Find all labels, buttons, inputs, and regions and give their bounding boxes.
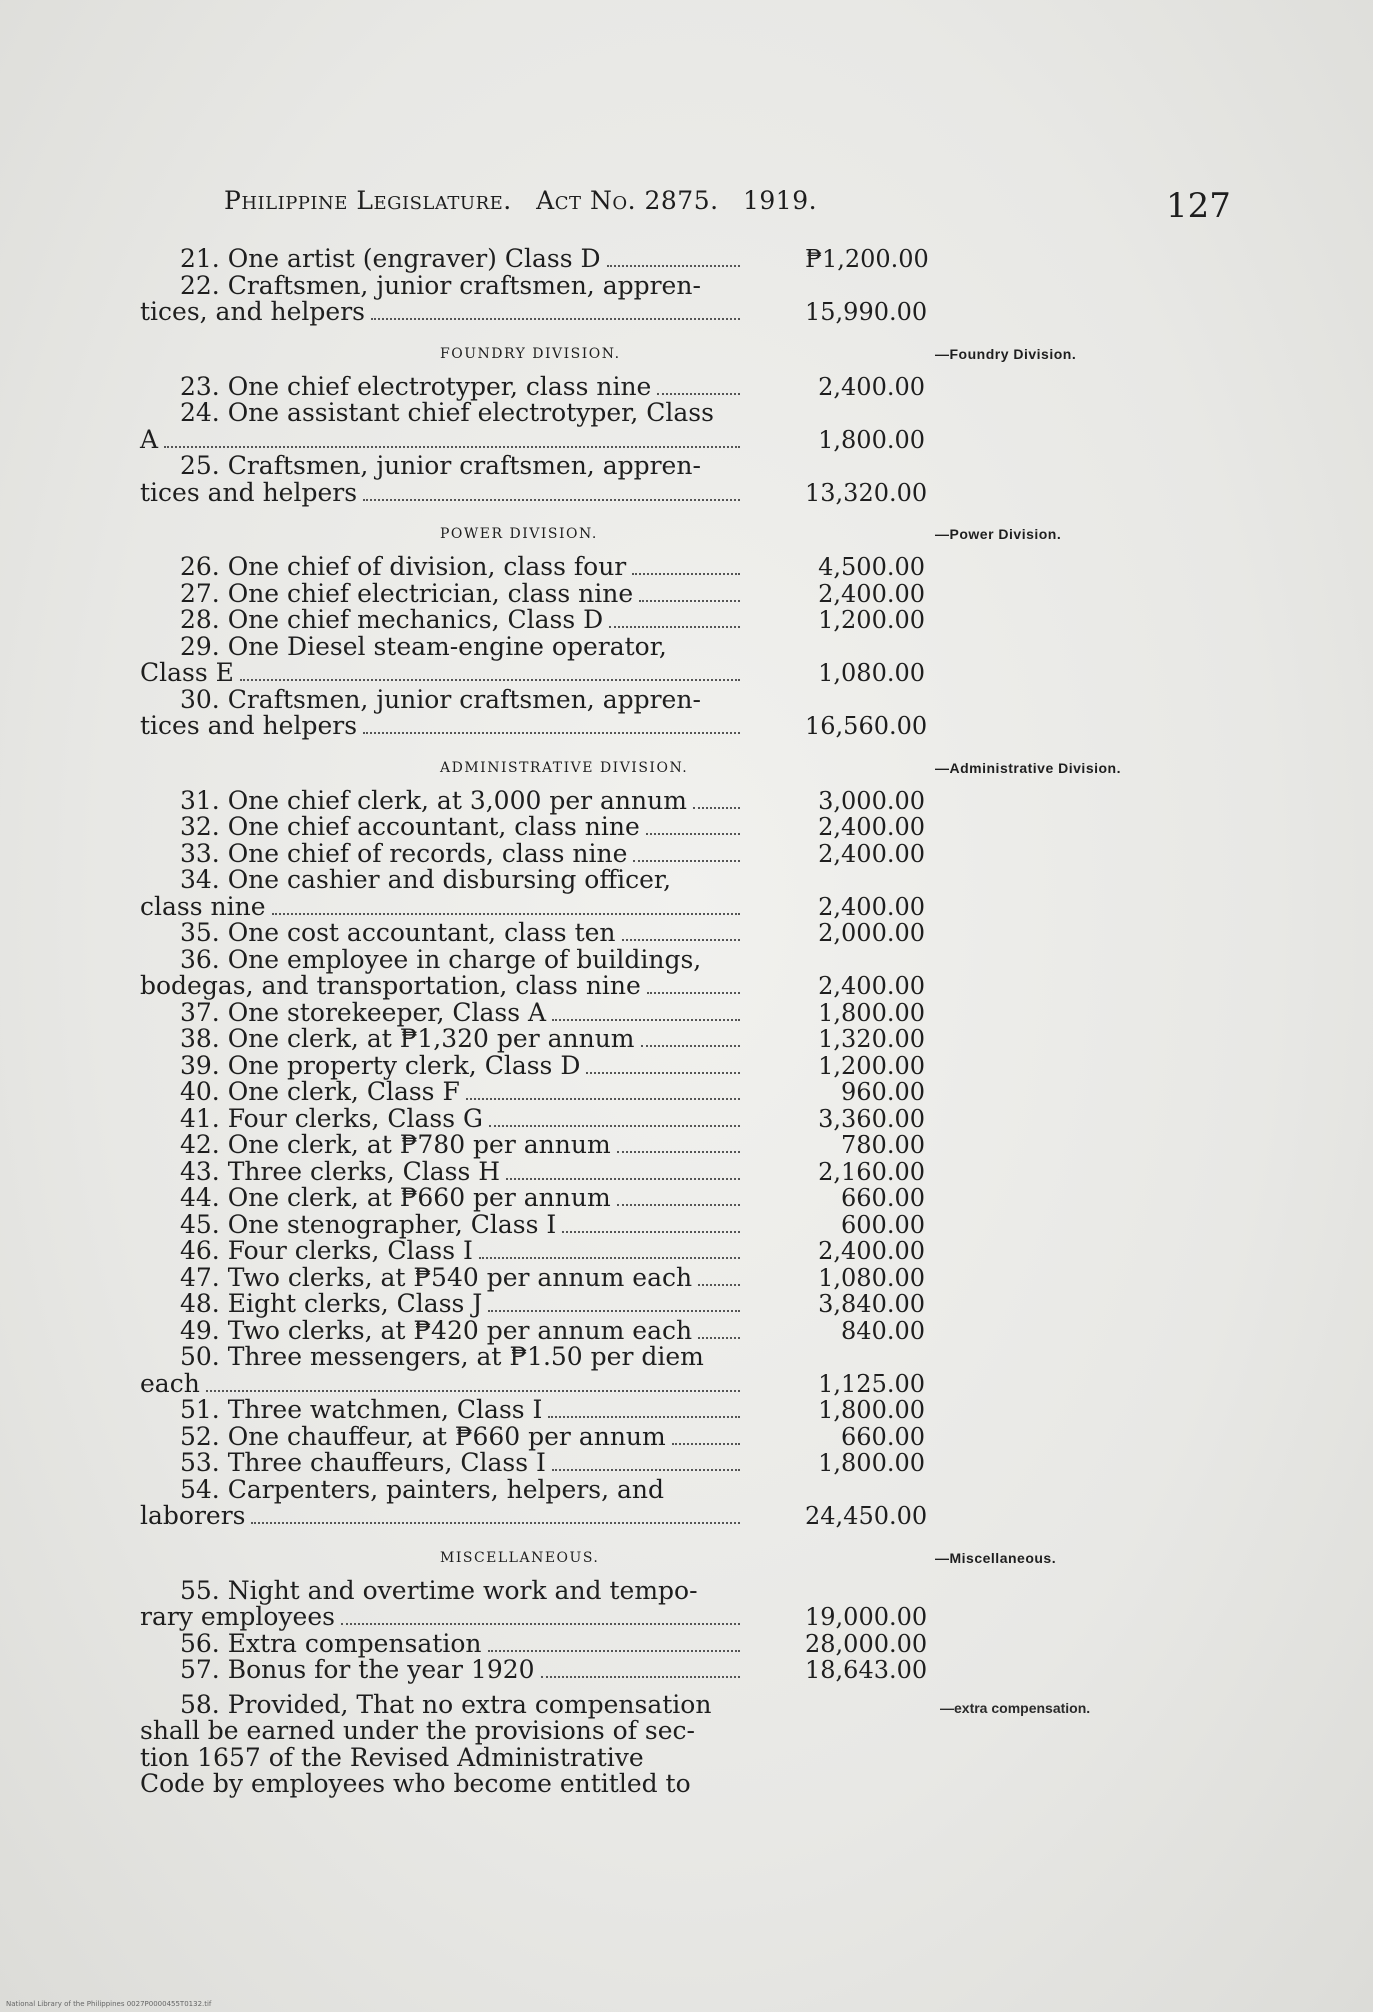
dot-leader bbox=[617, 1204, 740, 1206]
list-item-line bbox=[140, 1262, 1140, 1292]
item-text: 36. One employee in charge of buildings, bbox=[180, 944, 702, 974]
list-item-line bbox=[140, 1421, 1140, 1451]
list-item-line bbox=[140, 814, 1140, 841]
dot-leader bbox=[647, 992, 740, 994]
item-amount: 2,400.00 bbox=[818, 892, 925, 921]
list-item-line bbox=[140, 920, 1140, 947]
dot-leader bbox=[488, 1310, 740, 1312]
list-item-line bbox=[140, 713, 1140, 740]
dot-leader bbox=[488, 1650, 740, 1652]
margin-note: —Miscellaneous. bbox=[935, 1549, 1057, 1566]
item-amount: 1,080.00 bbox=[818, 659, 925, 687]
division-heading bbox=[140, 334, 1140, 374]
list-item-line bbox=[140, 270, 1140, 300]
dot-leader bbox=[693, 807, 740, 809]
item-text: 31. One chief clerk, at 3,000 per annum bbox=[180, 785, 687, 815]
closing-paragraph-line bbox=[140, 1771, 1140, 1798]
closing-paragraph-line bbox=[140, 1742, 1140, 1772]
list-item-line bbox=[140, 1474, 1140, 1504]
list-item-line bbox=[140, 1657, 1140, 1684]
item-amount: 19,000.00 bbox=[805, 1603, 928, 1631]
margin-note-extra-compensation: —extra compensation. bbox=[940, 1700, 1091, 1716]
dot-leader bbox=[639, 600, 740, 602]
dot-leader bbox=[363, 732, 740, 734]
item-text: 27. One chief electrician, class nine bbox=[180, 578, 634, 608]
item-text: 54. Carpenters, painters, helpers, and bbox=[180, 1474, 664, 1504]
closing-paragraph-text: shall be earned under the provisions of sec- bbox=[140, 1716, 696, 1745]
dot-leader bbox=[617, 1151, 740, 1153]
margin-note: —Administrative Division. bbox=[935, 759, 1121, 776]
list-item-line bbox=[140, 1209, 1140, 1239]
item-amount: 660.00 bbox=[841, 1184, 925, 1212]
list-item-line bbox=[140, 684, 1140, 714]
item-text: 37. One storekeeper, Class A bbox=[180, 997, 547, 1027]
item-text: 51. Three watchmen, Class I bbox=[180, 1395, 543, 1424]
item-amount: 18,643.00 bbox=[805, 1656, 928, 1684]
dot-leader bbox=[240, 679, 740, 681]
item-amount: 24,450.00 bbox=[805, 1502, 928, 1530]
item-amount: 3,840.00 bbox=[818, 1290, 925, 1318]
list-item-line bbox=[140, 891, 1140, 921]
item-text: 23. One chief electrotyper, class nine bbox=[180, 371, 652, 401]
dot-leader bbox=[641, 1045, 740, 1047]
dot-leader bbox=[164, 446, 740, 448]
item-amount: 1,080.00 bbox=[818, 1263, 925, 1292]
item-text: 22. Craftsmen, junior craftsmen, appren- bbox=[180, 270, 701, 300]
item-text: 48. Eight clerks, Class J bbox=[180, 1289, 483, 1318]
division-heading bbox=[140, 748, 1140, 788]
list-item-line bbox=[140, 631, 1140, 661]
item-amount: 13,320.00 bbox=[805, 478, 928, 507]
item-text: 40. One clerk, Class F bbox=[180, 1077, 460, 1106]
section-spacer bbox=[140, 326, 1140, 334]
page-number: 127 bbox=[1166, 186, 1231, 226]
dot-leader bbox=[552, 1019, 740, 1021]
list-item-line bbox=[140, 299, 1140, 326]
list-item-line bbox=[140, 1026, 1140, 1053]
item-amount: 15,990.00 bbox=[805, 298, 928, 326]
list-item-line bbox=[140, 1156, 1140, 1186]
division-heading bbox=[140, 514, 1140, 554]
list-item-line bbox=[140, 371, 1140, 401]
item-text: class nine bbox=[140, 891, 266, 921]
list-item-line bbox=[140, 1628, 1140, 1658]
dot-leader bbox=[562, 1231, 740, 1233]
scan-footer-id: National Library of the Philippines 0027P0000455T0132.tif bbox=[6, 2000, 212, 2008]
item-amount: 1,800.00 bbox=[818, 425, 925, 454]
closing-paragraph-text: tion 1657 of the Revised Administrative bbox=[140, 1742, 644, 1772]
list-item-line bbox=[140, 785, 1140, 815]
dot-leader bbox=[646, 833, 740, 835]
item-text: rary employees bbox=[140, 1602, 335, 1631]
section-spacer bbox=[140, 740, 1140, 748]
item-amount: 1,800.00 bbox=[818, 1449, 925, 1477]
dot-leader bbox=[672, 1443, 740, 1445]
dot-leader bbox=[657, 393, 740, 395]
item-text: 30. Craftsmen, junior craftsmen, appren- bbox=[180, 684, 701, 714]
list-item-line bbox=[140, 477, 1140, 507]
list-item-line bbox=[140, 660, 1140, 687]
closing-paragraph-text: Code by employees who become entitled to bbox=[140, 1769, 691, 1798]
item-text: 41. Four clerks, Class G bbox=[180, 1103, 483, 1133]
item-amount: 660.00 bbox=[841, 1422, 925, 1451]
item-amount: 1,125.00 bbox=[818, 1369, 925, 1398]
list-item-line bbox=[140, 400, 1140, 427]
division-heading-text: FOUNDRY DIVISION. bbox=[440, 345, 621, 362]
item-text: A bbox=[140, 424, 159, 454]
item-text: 52. One chauffeur, at ₱660 per annum bbox=[180, 1421, 666, 1451]
item-amount: 1,200.00 bbox=[818, 1051, 925, 1080]
dot-leader bbox=[622, 939, 740, 941]
item-amount: 4,500.00 bbox=[818, 553, 925, 581]
item-text: 46. Four clerks, Class I bbox=[180, 1236, 473, 1265]
list-item-line bbox=[140, 1503, 1140, 1530]
dot-leader bbox=[206, 1390, 740, 1392]
item-amount: 3,000.00 bbox=[818, 786, 925, 815]
dot-leader bbox=[341, 1623, 740, 1625]
dot-leader bbox=[541, 1676, 740, 1678]
dot-leader bbox=[466, 1098, 740, 1100]
item-text: 39. One property clerk, Class D bbox=[180, 1050, 581, 1080]
list-item-line bbox=[140, 1050, 1140, 1080]
item-amount: 1,800.00 bbox=[818, 1396, 925, 1424]
item-amount: 3,360.00 bbox=[818, 1104, 925, 1133]
section-spacer bbox=[140, 506, 1140, 514]
list-item-line bbox=[140, 1575, 1140, 1605]
item-text: 21. One artist (engraver) Class D bbox=[180, 244, 601, 273]
list-item-line bbox=[140, 1604, 1140, 1631]
list-item-line bbox=[140, 1450, 1140, 1477]
list-item-line bbox=[140, 1238, 1140, 1265]
list-item-line bbox=[140, 1103, 1140, 1133]
dot-leader bbox=[632, 573, 740, 575]
dot-leader bbox=[489, 1125, 740, 1127]
item-amount: 2,400.00 bbox=[818, 579, 925, 608]
dot-leader bbox=[272, 913, 740, 915]
dot-leader bbox=[479, 1257, 740, 1259]
item-text: 56. Extra compensation bbox=[180, 1628, 482, 1658]
header-year: 1919. bbox=[743, 186, 818, 215]
dot-leader bbox=[552, 1469, 740, 1471]
list-item-line bbox=[140, 607, 1140, 634]
item-text: 24. One assistant chief electrotyper, Class bbox=[180, 398, 714, 427]
dot-leader bbox=[698, 1284, 740, 1286]
item-text: bodegas, and transportation, class nine bbox=[140, 971, 641, 1000]
margin-note: —Foundry Division. bbox=[935, 345, 1077, 362]
division-heading-text: POWER DIVISION. bbox=[440, 526, 598, 542]
list-item-line bbox=[140, 1132, 1140, 1159]
dot-leader bbox=[607, 265, 740, 267]
list-item-line bbox=[140, 997, 1140, 1027]
list-item-line bbox=[140, 973, 1140, 1000]
running-header bbox=[224, 186, 833, 215]
item-amount: ₱1,200.00 bbox=[805, 245, 929, 273]
list-item-line bbox=[140, 424, 1140, 454]
margin-note: —Power Division. bbox=[935, 526, 1062, 542]
dot-leader bbox=[586, 1072, 740, 1074]
list-item-line bbox=[140, 1185, 1140, 1212]
item-text: 43. Three clerks, Class H bbox=[180, 1156, 501, 1186]
section-spacer bbox=[140, 1530, 1140, 1538]
dot-leader bbox=[251, 1522, 740, 1524]
item-text: 44. One clerk, at ₱660 per annum bbox=[180, 1183, 611, 1212]
item-text: 53. Three chauffeurs, Class I bbox=[180, 1448, 546, 1477]
dot-leader bbox=[698, 1337, 740, 1339]
header-act: Act No. 2875. bbox=[536, 186, 719, 215]
item-text: 50. Three messengers, at ₱1.50 per diem bbox=[180, 1342, 704, 1371]
division-heading-text: ADMINISTRATIVE DIVISION. bbox=[440, 759, 689, 776]
item-text: 29. One Diesel steam-engine operator, bbox=[180, 631, 667, 661]
list-item-line bbox=[140, 554, 1140, 581]
list-item-line bbox=[140, 578, 1140, 608]
item-text: Class E bbox=[140, 658, 234, 687]
item-amount: 28,000.00 bbox=[805, 1629, 928, 1658]
list-item-line bbox=[140, 867, 1140, 894]
header-legislature: Philippine Legislature. bbox=[224, 186, 512, 215]
item-text: 35. One cost accountant, class ten bbox=[180, 918, 616, 947]
item-text: 45. One stenographer, Class I bbox=[180, 1209, 557, 1239]
list-item-line bbox=[140, 1368, 1140, 1398]
item-text: tices, and helpers bbox=[140, 297, 365, 326]
item-text: tices and helpers bbox=[140, 711, 358, 740]
item-amount: 2,400.00 bbox=[818, 972, 925, 1000]
item-text: 47. Two clerks, at ₱540 per annum each bbox=[180, 1262, 693, 1292]
item-text: 49. Two clerks, at ₱420 per annum each bbox=[180, 1315, 693, 1345]
item-amount: 2,000.00 bbox=[818, 919, 925, 947]
item-text: 42. One clerk, at ₱780 per annum bbox=[180, 1130, 611, 1159]
item-text: 34. One cashier and disbursing officer, bbox=[180, 865, 672, 894]
item-amount: 1,200.00 bbox=[818, 606, 925, 634]
item-text: 26. One chief of division, class four bbox=[180, 552, 627, 581]
dot-leader bbox=[371, 318, 740, 320]
item-amount: 2,160.00 bbox=[818, 1157, 925, 1186]
item-text: 32. One chief accountant, class nine bbox=[180, 812, 640, 841]
division-heading bbox=[140, 1538, 1140, 1578]
appropriations-list bbox=[140, 246, 1140, 1798]
list-item-line bbox=[140, 1291, 1140, 1318]
item-text: tices and helpers bbox=[140, 477, 358, 507]
item-text: 25. Craftsmen, junior craftsmen, appren- bbox=[180, 451, 701, 480]
item-amount: 1,320.00 bbox=[818, 1025, 925, 1053]
list-item-line bbox=[140, 1397, 1140, 1424]
list-item-line bbox=[140, 838, 1140, 868]
item-amount: 840.00 bbox=[841, 1316, 925, 1345]
list-item-line bbox=[140, 1315, 1140, 1345]
item-amount: 2,400.00 bbox=[818, 813, 925, 841]
list-item-line bbox=[140, 1344, 1140, 1371]
item-text: 57. Bonus for the year 1920 bbox=[180, 1655, 535, 1684]
list-item-line bbox=[140, 1079, 1140, 1106]
list-item-line bbox=[140, 246, 1140, 273]
closing-paragraph-line bbox=[140, 1718, 1140, 1745]
dot-leader bbox=[633, 860, 740, 862]
item-text: laborers bbox=[140, 1501, 246, 1530]
item-text: each bbox=[140, 1368, 200, 1398]
dot-leader bbox=[363, 499, 740, 501]
closing-paragraph-text: 58. Provided, That no extra compensation bbox=[180, 1689, 712, 1719]
item-amount: 2,400.00 bbox=[818, 839, 925, 868]
item-amount: 1,800.00 bbox=[818, 998, 925, 1027]
item-amount: 16,560.00 bbox=[805, 712, 928, 740]
item-text: 55. Night and overtime work and tempo- bbox=[180, 1575, 698, 1605]
list-item-line bbox=[140, 944, 1140, 974]
item-amount: 2,400.00 bbox=[818, 1237, 925, 1265]
item-text: 28. One chief mechanics, Class D bbox=[180, 605, 604, 634]
item-amount: 2,400.00 bbox=[818, 372, 925, 401]
item-text: 33. One chief of records, class nine bbox=[180, 838, 628, 868]
division-heading-text: MISCELLANEOUS. bbox=[440, 1549, 600, 1566]
item-amount: 960.00 bbox=[841, 1078, 925, 1106]
item-text: 38. One clerk, at ₱1,320 per annum bbox=[180, 1024, 635, 1053]
item-amount: 780.00 bbox=[841, 1131, 925, 1159]
dot-leader bbox=[609, 626, 740, 628]
list-item-line bbox=[140, 453, 1140, 480]
dot-leader bbox=[506, 1178, 740, 1180]
item-amount: 600.00 bbox=[841, 1210, 925, 1239]
dot-leader bbox=[548, 1416, 740, 1418]
